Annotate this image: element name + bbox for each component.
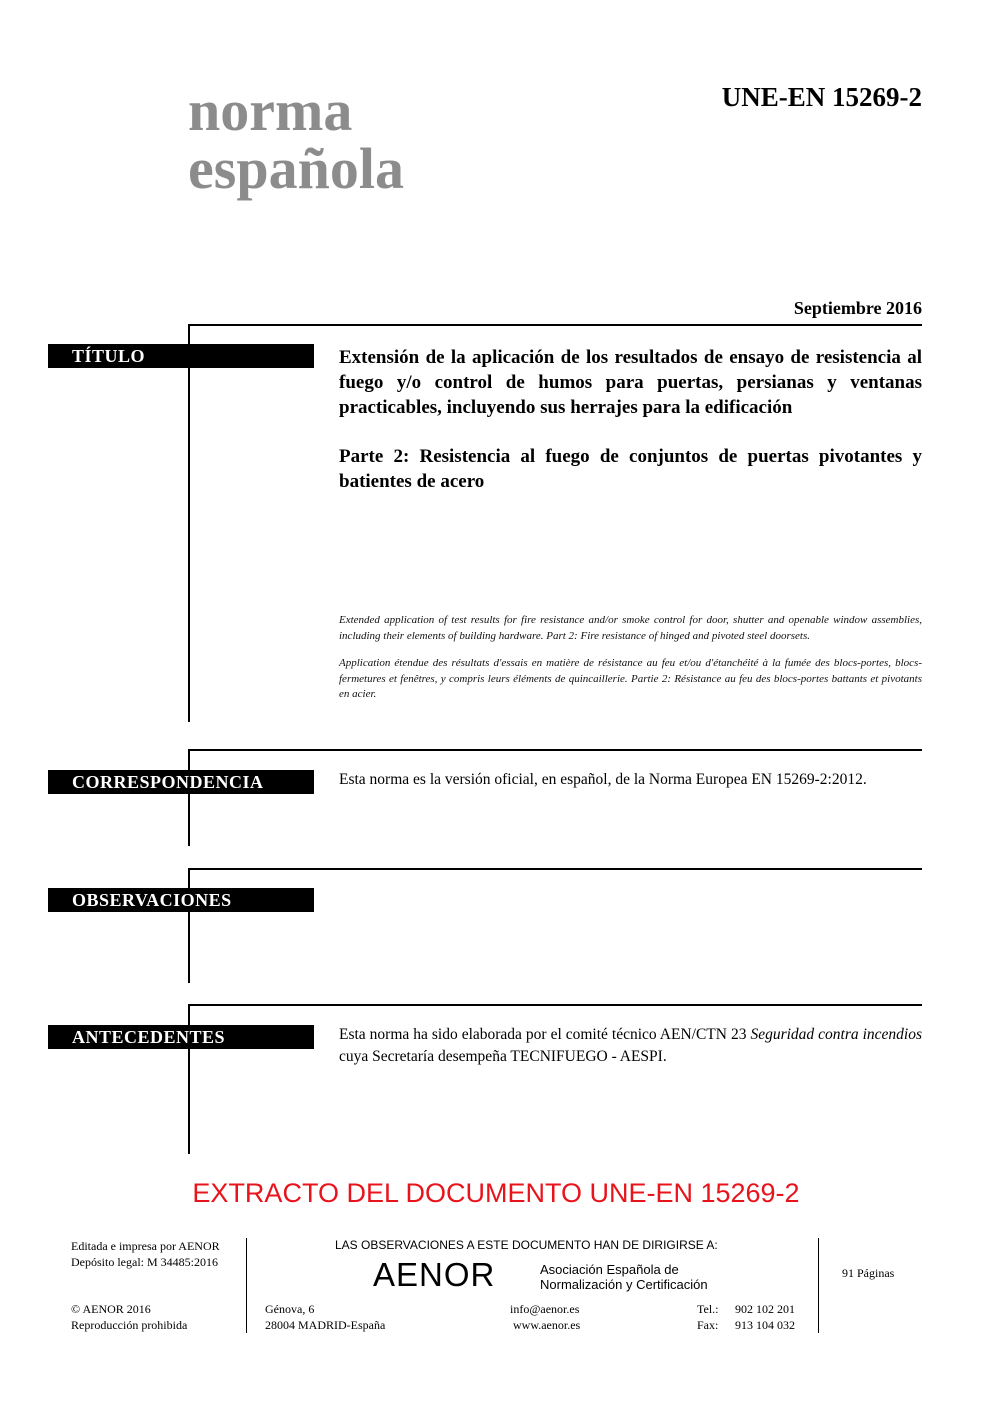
address [265,1301,385,1333]
legal-deposit: Depósito legal: M 34485:2016 [71,1255,218,1269]
translations [339,613,922,715]
fax-label: Fax: [697,1318,719,1332]
reproduction-notice: Reproducción prohibida [71,1318,188,1332]
aenor-full-name [540,1262,708,1292]
vertical-rule [188,324,190,722]
section-label-observaciones: OBSERVACIONES [48,888,314,912]
tel-number: 902 102 201 [735,1302,795,1316]
observations-heading: LAS OBSERVACIONES A ESTE DOCUMENTO HAN DE DIRIGIRSE A: [335,1238,718,1252]
divider [188,324,922,326]
email-link[interactable]: info@aenor.es [510,1302,580,1316]
fax-number: 913 104 032 [735,1318,795,1332]
section-label-antecedentes: ANTECEDENTES [48,1025,314,1049]
antecedentes-text [339,1024,922,1068]
footer-divider-right [818,1238,819,1333]
divider [188,868,922,870]
french-title: Application étendue des résultats d'essais en matière de résistance au feu et/ou d'étanchéité à la fumée des blocs-portes, blocs-fermetures et fenêtres, y compris leurs éléments de quincaillerie. Partie 2: Résistance au feu des blocs-portes battants et pivotants en acier. [339,657,922,700]
publication-date: Septiembre 2016 [793,298,922,318]
tel-row [697,1301,795,1317]
brand-line-1: norma [188,78,353,143]
address-line-2: 28004 MADRID-España [265,1318,386,1332]
extract-notice: EXTRACTO DEL DOCUMENTO UNE-EN 15269-2 [192,1178,800,1208]
standard-code: UNE-EN 15269-2 [721,82,922,112]
contact-online [510,1301,580,1333]
website-link[interactable]: www.aenor.es [513,1318,581,1332]
brand-line-2: española [188,136,404,201]
section-label-titulo: TÍTULO [48,344,314,368]
address-line-1: Génova, 6 [265,1302,315,1316]
antecedentes-text-start: Esta norma ha sido elaborada por el comité técnico AEN/CTN 23 [339,1026,751,1043]
brand-title [188,78,404,201]
document-part-title: Parte 2: Resistencia al fuego de conjuntos de puertas pivotantes y batientes de acero [339,446,922,492]
document-title: Extensión de la aplicación de los resultados de ensayo de resistencia al fuego y/o control de humos para puertas, persianas y ventanas practicables, incluyendo sus herrajes para la edificación [339,347,922,418]
english-title: Extended application of test results for fire resistance and/or smoke control for door, shutter and openable window assemblies, including their elements of building hardware. Part 2: Fire resistance of hinged and pivoted steel doorsets. [339,614,922,642]
copyright: © AENOR 2016 [71,1302,151,1316]
vertical-rule [188,868,190,983]
page-count: 91 Páginas [842,1266,895,1280]
antecedentes-text-end: cuya Secretaría desempeña TECNIFUEGO - AESPI. [339,1048,667,1065]
committee-name: Seguridad contra incendios [750,1026,923,1043]
fax-row [697,1317,795,1333]
divider [188,1004,922,1006]
title-block [339,345,922,494]
contact-phone [697,1301,795,1333]
publisher-info [71,1238,220,1270]
divider [188,749,922,751]
aenor-logo: AENOR [373,1256,496,1293]
correspondencia-text: Esta norma es la versión oficial, en español, de la Norma Europea EN 15269-2:2012. [339,771,867,788]
tel-label: Tel.: [697,1302,719,1316]
vertical-rule [188,749,190,846]
footer-divider-left [246,1238,247,1333]
aenor-sub-line-1: Asociación Española de [540,1262,679,1277]
section-label-correspondencia: CORRESPONDENCIA [48,770,314,794]
aenor-sub-line-2: Normalización y Certificación [540,1277,708,1292]
published-by: Editada e impresa por AENOR [71,1239,220,1253]
copyright-info [71,1301,187,1333]
